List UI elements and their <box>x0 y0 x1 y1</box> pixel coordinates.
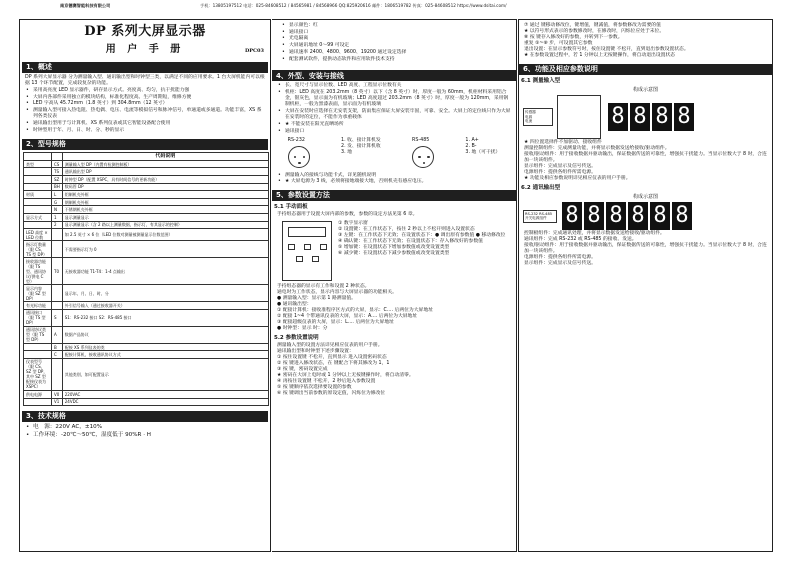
text-line: ★ 以符号形式表示的参数修改时，在修改时，闪烁位应处于末位。 <box>524 28 665 34</box>
table-cell: 测量输入型 DP（内置有检测控制板） <box>62 160 268 168</box>
text-line: 退出设置：在显示参数符号时，按住设置键 不松开，直到退出参数设置状态。 <box>524 46 689 52</box>
pin-item: 2. 发、接计算机收 <box>341 143 381 149</box>
handheld-configurator-icon <box>282 221 332 281</box>
table-cell: G <box>52 198 63 206</box>
table-row <box>24 176 269 184</box>
figure-2 <box>523 202 768 230</box>
list-item: • 电 源：220V AC，±10% <box>26 424 266 431</box>
table-cell: B <box>52 343 63 351</box>
table-cell <box>52 285 63 302</box>
table-cell <box>24 206 52 214</box>
text-line: ③ 配接超级仪表的大屏，显示：L.... 后两位为大屏地址 <box>277 320 394 326</box>
rs232-label: RS-232 <box>287 137 305 143</box>
section-function-heading: 6、功能及相应参数说明 <box>519 64 772 75</box>
table-cell: 1 <box>52 214 63 222</box>
up-key-icon <box>296 256 303 262</box>
list-item: • ★ 大屏电源为 3 线，必须将接地端接大地，否则机壳有感应电压。 <box>278 179 512 185</box>
list-item: • 通讯速率 2400、4800、9600、19200 通过设定选择 <box>282 50 508 56</box>
text-line: 重复 ⑤~⑧ 步，可设置其它参数 <box>524 40 593 46</box>
text-line: 控制板组件：完成通讯处理，并将显示数据发送给接收/驱动组件。 <box>524 231 665 237</box>
sub62-text <box>519 231 772 267</box>
list-item: • 长、宽尺寸与显示位数、LED 高度、工程显示位数有关 <box>278 83 512 89</box>
contact-line: 手机：13805197512 电话：025-84608512 / 84565981 / 84568966 QQ:825920616 邮件：1806519782 传真：025-84608512 https://www.dsitai.com/ <box>200 3 507 8</box>
table-row <box>24 390 269 398</box>
text-line: 接收/驱动组件：用于接收数据并驱动输出，保证数据传送的可靠性，增强抗干扰能力。当显示位数大于 8 时，合连加一块该组件。 <box>524 243 767 254</box>
overview-bullet-list <box>20 88 270 134</box>
text-line: 显示组件：完成显示及信号传送。 <box>524 163 596 169</box>
table-cell: 有光标功能 <box>24 302 52 310</box>
table-row <box>24 302 269 310</box>
table-row <box>24 221 269 229</box>
column-1 <box>19 19 271 552</box>
seven-segment-digit: 8 <box>672 202 692 230</box>
list-item: • 通讯接口 <box>282 30 508 36</box>
header-bar <box>0 0 793 10</box>
list-item: • 通讯接口 <box>278 129 512 135</box>
seven-segment-digit: 8 <box>628 202 648 230</box>
table-cell: 220VAC <box>62 390 268 398</box>
figure-1-digit-row <box>607 103 695 131</box>
table-cell: 显示方式 <box>24 214 52 222</box>
table-row <box>24 168 269 176</box>
table-cell <box>52 241 63 258</box>
list-item: • 测量输入型可接入热电阻、热电偶、电压、电流等模拟信号和脉冲信号，单通道或多通道。功能丰富，XS 系列各类仪表 <box>26 108 266 120</box>
table-cell: 钢制机壳外框 <box>62 198 268 206</box>
section-tech-spec-heading: 3、技术规格 <box>22 411 268 422</box>
pin-item: 1. A+ <box>465 137 479 143</box>
table-cell: 通讯协议类型（限 TS 型 DP） <box>24 326 52 343</box>
list-item: • 大屏内各部件采用独立的模块结构，标准化程度高。生产周期短，维修方便 <box>26 95 266 101</box>
table-cell <box>24 221 52 229</box>
text-line: ● 测量输入型：显示第 1 路测量值。 <box>277 296 356 302</box>
subtitle-text: 用 户 手 册 <box>105 44 185 56</box>
table-cell: 仪表型号（限 CS、SZ 型 DP，其中 SZ 型配接仪表为 XSPC） <box>24 358 52 390</box>
rs232-pin-list <box>341 138 381 156</box>
text-line: ★ 功能及相应参数说明详见相应仪表的用户手册。 <box>524 175 631 181</box>
tech-spec-list <box>20 424 270 439</box>
key-note: ② 设置键：在工作状态下，按住 2 秒以上不松开则进入设置状态 <box>338 227 475 233</box>
table-cell: 材质 <box>24 191 52 199</box>
figure-1-title: 构成示意图 <box>632 86 658 93</box>
document-subtitle <box>20 44 270 57</box>
table-cell: 类型 <box>24 160 52 168</box>
table-cell: 2 <box>52 221 63 229</box>
table-cell <box>24 183 52 191</box>
table-cell: L <box>52 191 63 199</box>
text-line: ⑤ 按 键顺序依次选择要设置的参数 <box>277 384 352 390</box>
table-cell: 铝制机壳外框 <box>62 191 268 199</box>
text-line: ② 按 键进入修改状态，在 键配合下将其修改为 1，1 <box>277 360 390 366</box>
seven-segment-digit: 8 <box>606 202 626 230</box>
sub52-steps <box>272 343 516 397</box>
text-line: 手持组态器的显示有工作和设置 2 种状态。 <box>277 284 370 290</box>
table-cell: LED 高度 × LED 位数 <box>24 229 52 241</box>
table-cell: 时钟型 DP（配置 XSPC，具有时间信号的更新功能） <box>62 176 268 184</box>
table-cell <box>24 168 52 176</box>
seven-segment-digit: 8 <box>650 202 670 230</box>
seven-segment-digit: 8 <box>562 202 582 230</box>
table-cell <box>24 343 52 351</box>
table-cell: S1：RS-232 接口 S2：RS-485 接口 <box>62 309 268 326</box>
key-note: ① 数字显示窗 <box>338 221 368 227</box>
handheld-panel-figure <box>274 221 514 281</box>
table-row <box>24 343 269 351</box>
list-item: • 配套测试软件，提供动态软件和应用软件技术支持 <box>282 57 508 63</box>
subsection-5-1: 5.1 手动面板 <box>274 204 308 211</box>
table-row <box>24 206 269 214</box>
key-note: ④ 确认键：在工作状态下无效；在设置状态下：存入修改好的参数值 <box>338 239 483 245</box>
text-line: 测量控制组件：完成测量功能，并将显示数据发送给接收/驱动组件。 <box>524 146 670 152</box>
display-spec-list <box>276 23 512 63</box>
panel-display <box>288 227 326 237</box>
key-note: ⑥ 减少键：在设置状态下减少参数值或改变设置类型 <box>338 251 450 257</box>
seven-segment-digit: 8 <box>584 202 604 230</box>
table-cell: BH <box>52 183 63 191</box>
sub51-status-notes <box>272 284 516 332</box>
seven-segment-digit: 8 <box>652 103 672 131</box>
table-cell: 不锈钢机壳外框 <box>62 206 268 214</box>
table-cell: V0 <box>52 390 63 398</box>
subsection-6-2: 6.2 通讯输出型 <box>521 184 561 191</box>
control-board-block <box>557 95 601 139</box>
overview-intro: DP 系列大屏显示器 分为测量输入型、通讯输出型和时钟型三类，以满足不同的应用要求。1 台大屏机能内可以根据 13 个环节配置，完成较复杂的功能。 <box>25 74 265 86</box>
list-item: • 测量输入的接线与功能卡式，详见随机说明 <box>278 173 512 179</box>
rs485-label: RS-485 <box>412 137 430 143</box>
table-cell: 显示内容（限 SZ 型 DP） <box>24 285 52 302</box>
rs232-port <box>288 138 310 170</box>
table-cell: 外引信号输入（通过接收器开关） <box>62 302 268 310</box>
table-cell: T0 <box>52 258 63 285</box>
rs485-pin-list <box>465 138 500 156</box>
text-line: 通电时为工作状态，显示内容与大屏显示器的功能相关。 <box>277 290 397 296</box>
subsection-6-1: 6.1 测量输入型 <box>521 77 561 84</box>
table-cell: 24VDC <box>62 398 268 406</box>
input-label: RS-232 RS-485 <box>525 211 553 216</box>
table-cell: 显示测量显示（含 2 路以上测量数据，指示灯，有其显示的控制） <box>62 221 268 229</box>
table-cell: CS <box>52 160 63 168</box>
text-line: ⑧ 按 键存入修改好的参数，并转到下一参数。 <box>524 34 623 40</box>
section-model-heading: 2、型号规格 <box>22 139 268 150</box>
list-item: • 大屏通讯地址 0～99 可设定 <box>282 43 508 49</box>
list-item: • 时钟型用于年、月、日、时、分、秒的显示 <box>26 128 266 134</box>
document-title: DP 系列大屏显示器 <box>84 24 206 39</box>
company-name: 南京德赛智能科技有限公司 <box>60 3 111 8</box>
column-2 <box>272 19 517 552</box>
table-row <box>24 191 269 199</box>
table-row <box>24 229 269 241</box>
table-row <box>24 241 269 258</box>
text-line: 通讯组件：完成 RS-232 或 RS-485 的接收、发送。 <box>524 237 637 243</box>
table-cell: S <box>52 309 63 326</box>
list-item: • 采用高亮度 LED 显示器件，研存显示方式。亮度高、均匀，抗干扰能力强 <box>26 88 266 94</box>
table-cell <box>24 198 52 206</box>
table-cell: 接收器功能（限 TS 型、通讯协议/供电 C 型） <box>24 258 52 285</box>
sub61-text <box>519 140 772 182</box>
table-row <box>24 258 269 285</box>
table-cell: 其他类别，如可配置显示 <box>62 358 268 390</box>
list-item: • ★ 不能安装在阳光直晒场所 <box>278 122 512 128</box>
wiring-notes <box>272 173 516 186</box>
list-item: • LED 字高从 45.72mm（1.8 英寸）到 304.8mm（12 英寸） <box>26 101 266 107</box>
list-item: • 大屏在安装时应选择在无安装支架，防雨集应保证大屏安装牢固，可靠、安全。大屏上的定位线只作为大屏在安装时的定位，不能作为承重载体 <box>278 109 512 121</box>
text-line: ① 按住设置键 不松开，直到显示 进入设置密码状态 <box>277 354 387 360</box>
enter-key-icon <box>320 244 327 250</box>
text-line: ● 时钟型：显示 时：分 <box>277 326 328 332</box>
text-line: 电源组件：提供各组件所需电源。 <box>524 169 596 175</box>
text-line: 通讯输出型和时钟型下述步骤设置： <box>277 348 354 354</box>
document-code: DPC03 <box>244 48 264 55</box>
table-cell <box>24 351 52 359</box>
table-cell: 显示年、月、日、时、分 <box>62 285 268 302</box>
table-cell <box>24 176 52 184</box>
table-row <box>24 309 269 326</box>
text-line: ① 配接计算机：接收准程序区方式的大屏，显示：C.... 后两位为大屏地址 <box>277 308 433 314</box>
model-code-table <box>23 152 269 407</box>
list-item: • 显示颜色：红 <box>282 23 508 29</box>
text-line: ★ 四位置选择件不加驱动、接收组件 <box>524 140 602 146</box>
table-cell: SZ <box>52 176 63 184</box>
table-row <box>24 398 269 406</box>
text-line: ● 通讯输出型： <box>277 302 312 308</box>
table-cell: 指示灯数量（限 CS、TS 型 DP） <box>24 241 52 258</box>
table-row <box>24 183 269 191</box>
figure-1-inputs <box>523 108 553 125</box>
table-row <box>24 214 269 222</box>
text-line: 电源组件：提供各组件所需电源。 <box>524 254 596 260</box>
rs232-connector-icon <box>288 146 310 168</box>
seven-segment-digit: 8 <box>630 103 650 131</box>
table-corner <box>24 152 52 160</box>
table-cell: 通讯接口（限 TS 型 DP） <box>24 309 52 326</box>
text-line: 测量输入型的设置方法详见相应仪表的用户手册。 <box>277 342 383 348</box>
rs485-connector-icon <box>412 146 434 168</box>
text-line: 显示组件：完成显示及信号传送。 <box>524 260 596 266</box>
table-cell: TS <box>52 168 63 176</box>
key-note: ③ 左键：在工作状态下无效；在设置状态下：● 调出原有参数值 ● 移动修改位 <box>338 233 506 239</box>
input-label: 电源 <box>525 114 533 119</box>
table-row <box>24 160 269 168</box>
port-diagrams <box>272 138 516 170</box>
install-bullet-list <box>272 83 516 134</box>
key-note: ⑤ 增加键：在设置状态下增加参数值或改变设置类型 <box>338 245 450 251</box>
table-row <box>24 351 269 359</box>
table-cell: 无接收器功能 T1-T4：1-4 点输出 <box>62 258 268 285</box>
table-cell <box>52 229 63 241</box>
table-cell: 配接 XS 系列仪表的类 <box>62 343 268 351</box>
list-item: • 工作环境：-20℃～50℃，湿度低于 90%R · H <box>26 432 266 439</box>
subsection-5-2: 5.2 参数设置说明 <box>274 335 319 342</box>
text-line: ④ 再按住设置键 不松开，2 秒后进入参数设置 <box>277 378 376 384</box>
list-item: • 通讯输出型用于与计算机、XS 系列仪表或其它智能设备配合使用 <box>26 121 266 127</box>
table-cell: V1 <box>52 398 63 406</box>
pin-item: 2. B- <box>465 143 477 149</box>
text-line: ★ 密码在大屏上电时或 1 分钟以上无按键操作时，将自动清零。 <box>277 372 414 378</box>
pin-item: 3. 地（可干扰） <box>465 149 501 155</box>
text-line: ⑦ 通过 键移动修改位，键增值，键减值，将参数修改为需要的值 <box>524 23 661 28</box>
table-cell: 通讯输出型 DP <box>62 168 268 176</box>
table-row <box>24 198 269 206</box>
table-cell: A <box>52 326 63 343</box>
table-cell: C <box>52 351 63 359</box>
figure-2-inputs <box>523 210 557 223</box>
down-key-icon <box>312 256 319 262</box>
table-code-col <box>52 152 63 160</box>
table-cell: 数据产品协议 <box>62 326 268 343</box>
seven-segment-digit: 8 <box>674 103 694 131</box>
table-header: 代码说明 <box>62 152 268 160</box>
input-label: 开关电源组件 <box>525 216 547 221</box>
table-cell: N <box>52 206 63 214</box>
list-item: • 光电隔离 <box>282 36 508 42</box>
table-row <box>24 326 269 343</box>
section-install-heading: 4、外型、安装与接线 <box>272 70 516 81</box>
table-cell <box>52 358 63 390</box>
table-row <box>24 285 269 302</box>
sub51-text: 手持组态器用于设置大屏内部的参数，参数的设定方法见第 6 章。 <box>277 212 418 218</box>
list-item: • 机柜：LED 高度在 203.2mm（8 英寸）以下（含 8 英寸）时，厚度一般为 60mm，机柜材料采用铝合金，银灰色，显示面为有机玻璃；LED 高度超过 203.2mm（8 英寸）时，厚度一般为 120mm，采用钢制机柜，一般为黑漆表面，显示面为有机玻璃 <box>278 90 512 108</box>
section-overview-heading: 1、概述 <box>22 62 268 73</box>
input-label: 电流 <box>525 119 533 124</box>
setting-steps-continued <box>519 21 772 59</box>
left-key-icon <box>304 244 311 250</box>
input-label: 传感器 <box>525 110 536 115</box>
figure-2-digit-grid <box>561 202 701 230</box>
pin-item: 3. 地 <box>341 149 352 155</box>
text-line: ⑥ 按 键调出当前参数的原设定值，闪烁位为修改位 <box>277 390 386 396</box>
text-line: ② 配接 1~4 个带通讯仪表的大屏，显示：A.... 后两位为大屏地址 <box>277 314 418 320</box>
key-descriptions <box>338 221 514 281</box>
seven-segment-digit: 8 <box>608 103 628 131</box>
table-cell: 显示测量显示 <box>62 214 268 222</box>
section-params-heading: 5、参数设置方法 <box>272 190 516 201</box>
table-cell <box>52 302 63 310</box>
column-3 <box>518 19 773 552</box>
text-line: ★ 在参数设置过程中，若 1 分钟以上无按键操作，将自动退出设置状态 <box>524 52 676 58</box>
table-cell: 不需要指示灯为 0 <box>62 241 268 258</box>
table-cell: 数码管 DP <box>62 183 268 191</box>
table-cell <box>24 398 52 406</box>
table-row <box>24 358 269 390</box>
text-line: 接收/驱动组件：用于接收数据并驱动输出，保证数据传送的可靠性，增强抗干扰能力。当显示位数大于 8 时，合连加一块该组件。 <box>524 152 767 163</box>
set-key-icon <box>288 244 295 250</box>
figure-2-title: 构成示意图 <box>632 193 658 200</box>
table-cell: 如 2.5 英寸 × 6 位（LED 位数对测量被测量显示位数范围） <box>62 229 268 241</box>
text-line: ③ 按 键，密码设置完成 <box>277 366 328 372</box>
rs485-port <box>412 138 434 170</box>
figure-1 <box>523 95 768 139</box>
table-cell: 配接计算机，接收通讯协议方式 <box>62 351 268 359</box>
table-cell: 供电电源 <box>24 390 52 398</box>
pin-item: 1. 收、接计算机发 <box>341 137 381 143</box>
